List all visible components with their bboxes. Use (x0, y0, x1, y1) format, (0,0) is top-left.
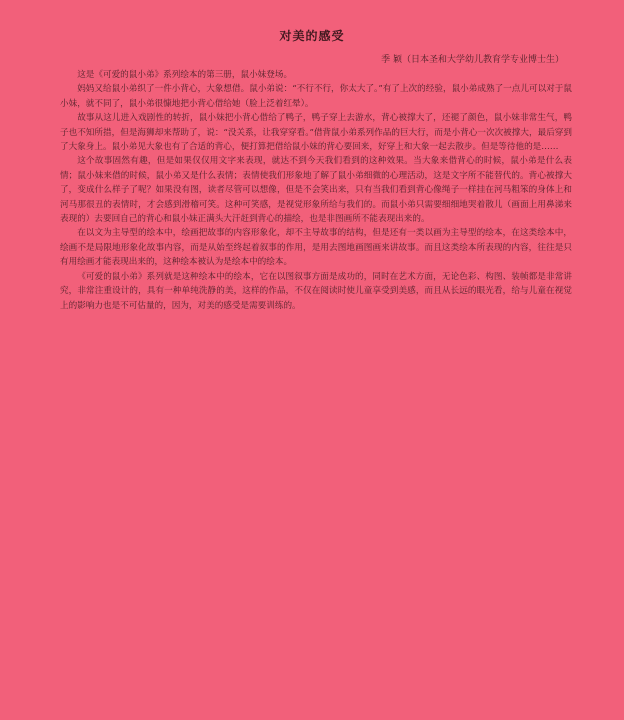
paragraph-4: 这个故事固然有趣，但是如果仅仅用文字来表现，就达不到今天我们看到的这种效果。当大象来借背心的时候，鼠小弟是什么表情；鼠小妹来借的时候，鼠小弟又是什么表情；表情使我们形象地了解了鼠小弟细微的心理活动，这是文字所不能替代的。背心被撑大了，变成什么样子了呢？如果没有图，读者尽管可以想像，但是不会笑出来，只有当我们看到背心像绳子一样挂在河马粗笨的身体上和河马那很丑的表情时，才会感到滑稽可笑。这种可笑感，是视觉形象所给与我们的。而鼠小弟只需要细细地哭着散儿（画面上用鼻涕来表现的）去要回自己的背心和鼠小妹正满头大汗赶到背心的描绘，也是非图画所不能表现出来的。 (60, 156, 572, 225)
paragraph-5: 在以文为主导型的绘本中，绘画把故事的内容形象化，却不主导故事的结构，但是还有一类以画为主导型的绘本，在这类绘本中，绘画不是局限地形象化故事内容，而是从始至终起着叙事的作用，是用去图地画图画来讲故事。而且这类绘本所表现的内容，往往是只有用绘画才能表现出来的，这种绘本被认为是绘本中的绘本。 (60, 228, 572, 268)
paragraph-2: 妈妈又给鼠小弟织了一件小背心，大象想借。鼠小弟说：“不行不行，你太大了。”有了上次的经验，鼠小弟成熟了一点儿可以对于鼠小妹，就不同了，鼠小弟很慷地把小背心借给她（脸上泛着红晕）。 (60, 84, 572, 109)
article-body (60, 68, 572, 313)
paragraph-6: 《可爱的鼠小弟》系列就是这种绘本中的绘本，它在以图叙事方面是成功的，同时在艺术方面，无论色彩、构图、装帧都是非常讲究，非常注重设计的，具有一种单纯洗静的美，这样的作品，不仅在阅读时使儿童享受到美感，而且从长远的眼光看，给与儿童在视觉上的影响力也是不可估量的，因为，对美的感受是需要训练的。 (60, 271, 572, 311)
page-title: 对美的感受 (279, 29, 345, 43)
author-line: 季 颖（日本圣和大学幼儿教育学专业博士生） (381, 55, 564, 65)
paragraph-3: 故事从这儿进入戏剧性的转折，鼠小妹把小背心借给了鸭子，鸭子穿上去游水，背心被撑大了，还褪了颜色，鼠小妹非常生气，鸭子也不知所措，但是海狮却来帮助了，说：“没关系，让我穿穿看。”借背鼠小弟系列作品的巨大行，而是小背心一次次被撑大，最后穿到了大象身上。鼠小弟见大象也有了合适的背心，便打算把借给鼠小妹的背心要回来，好穿上和大象一起去散步。但是等待他的是…… (60, 113, 572, 153)
paragraph-1: 这是《可爱的鼠小弟》系列绘本的第三册，鼠小妹登场。 (77, 70, 293, 80)
